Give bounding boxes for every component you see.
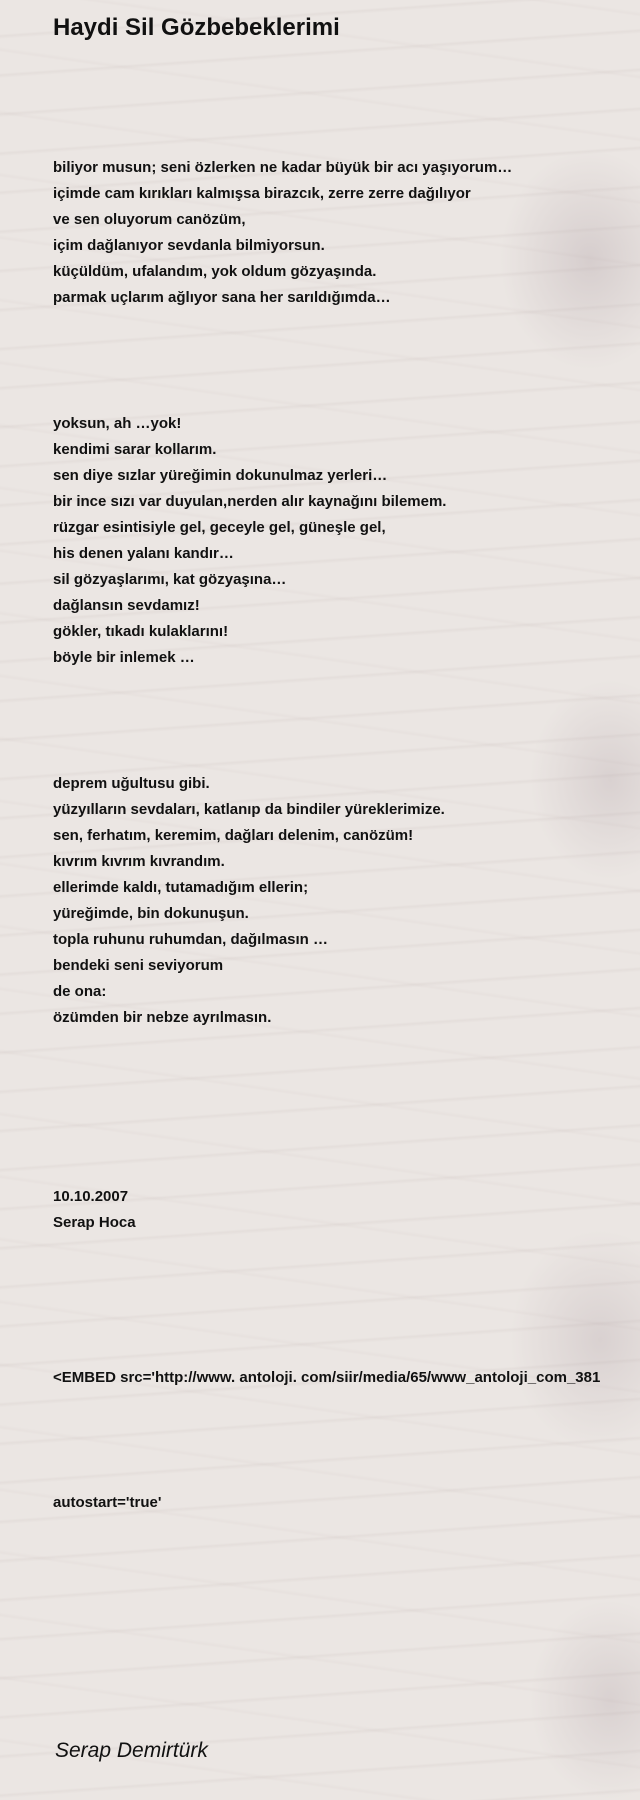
poem-line: özümden bir nebze ayrılmasın. — [53, 1009, 272, 1026]
poem-line: kendimi sarar kollarım. — [53, 441, 217, 458]
poem-line: bir ince sızı var duyulan,nerden alır kaynağını bilemem. — [53, 493, 447, 510]
poem-line: ve sen oluyorum canözüm, — [53, 211, 246, 228]
poem-stanza-1 — [53, 155, 512, 311]
poem-line: böyle bir inlemek … — [53, 649, 195, 666]
poem-title: Haydi Sil Gözbebeklerimi — [53, 14, 340, 41]
author-name: Serap Demirtürk — [55, 1739, 208, 1762]
poem-line: sen diye sızlar yüreğimin dokunulmaz yerleri… — [53, 467, 388, 484]
poem-line: ellerimde kaldı, tutamadığım ellerin; — [53, 879, 309, 896]
poem-line: sen, ferhatım, keremim, dağları delenim, canözüm! — [53, 827, 414, 844]
poem-line: rüzgar esintisiyle gel, geceyle gel, güneşle gel, — [53, 519, 386, 536]
poem-line: yoksun, ah …yok! — [53, 415, 182, 432]
poem-line: yüreğimde, bin dokunuşun. — [53, 905, 249, 922]
poem-signature: Serap Hoca — [53, 1214, 136, 1231]
poem-line: içim dağlanıyor sevdanla bilmiyorsun. — [53, 237, 325, 254]
poem-signature-block — [53, 1184, 136, 1236]
poem-line: sil gözyaşlarımı, kat gözyaşına… — [53, 571, 287, 588]
poem-line: içimde cam kırıkları kalmışsa birazcık, zerre zerre dağılıyor — [53, 185, 471, 202]
embed-line: <EMBED src='http://www. antoloji. com/siir/media/65/www_antoloji_com_381 — [53, 1369, 601, 1386]
poem-line: his denen yalanı kandır… — [53, 545, 234, 562]
poem-line: kıvrım kıvrım kıvrandım. — [53, 853, 225, 870]
poem-line: bendeki seni seviyorum — [53, 957, 224, 974]
poem-stanza-3 — [53, 771, 445, 1031]
poem-line: topla ruhunu ruhumdan, dağılmasın … — [53, 931, 329, 948]
autostart-line: autostart='true' — [53, 1494, 162, 1511]
poem-line: deprem uğultusu gibi. — [53, 775, 210, 792]
poem-line: dağlansın sevdamız! — [53, 597, 200, 614]
poem-line: gökler, tıkadı kulaklarını! — [53, 623, 229, 640]
poem-line: küçüldüm, ufalandım, yok oldum gözyaşında. — [53, 263, 377, 280]
autostart-code-text — [53, 1490, 161, 1516]
poem-stanza-2 — [53, 411, 446, 671]
poem-line: parmak uçlarım ağlıyor sana her sarıldığımda… — [53, 289, 391, 306]
embed-code-text — [53, 1365, 600, 1391]
poem-line: biliyor musun; seni özlerken ne kadar büyük bir acı yaşıyorum… — [53, 159, 513, 176]
poem-line: yüzyılların sevdaları, katlanıp da bindiler yüreklerimize. — [53, 801, 445, 818]
poem-date: 10.10.2007 — [53, 1188, 129, 1205]
poem-line: de ona: — [53, 983, 107, 1000]
